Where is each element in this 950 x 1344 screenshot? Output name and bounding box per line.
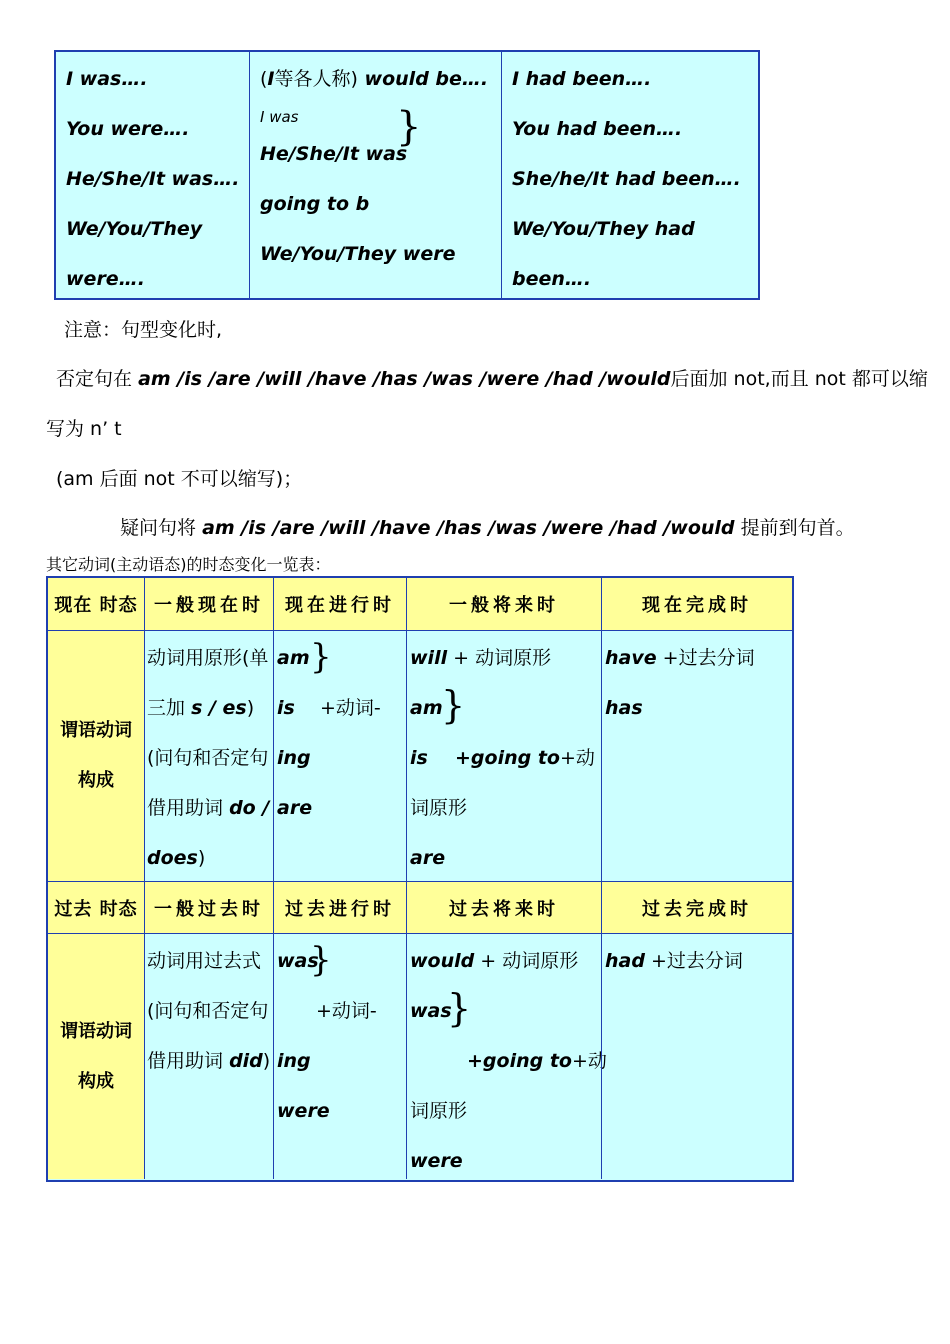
curly-brace: } [310,940,332,980]
table-line: going to b [260,193,370,215]
table-line: We/You/They [66,218,203,240]
cell-line: was [277,950,319,972]
cell-line: +动词- [316,1000,377,1022]
curly-brace: } [447,986,472,1030]
cell-line: would + 动词原形 [410,950,579,972]
header-cell: 现在完成时 [601,578,792,630]
table-line: (I等各人称) would be…. [260,68,489,90]
simple-past-cell [144,934,273,1179]
present-body-row [48,630,792,881]
cell-line: +going to+动 [467,1050,607,1072]
past-be-column [56,52,249,298]
negation-rule-cont: 写为 n’ t [46,418,122,440]
past-future-cell [406,934,607,1179]
note-title: 注意：句型变化时, [64,319,223,341]
row-label-line: 谓语动词 [60,1020,132,1042]
question-rule: 疑问句将 am /is /are /will /have /has /was /were /had /would 提前到句首。 [120,517,855,539]
table-line: You were…. [66,118,190,140]
header-cell: 现在 时态 [48,578,144,630]
table-line: We/You/They were [260,243,456,265]
simple-present-cell [144,631,273,881]
cell-line: is [277,697,295,719]
row-label [48,631,144,881]
table-line: He/She/It was [260,143,408,165]
past-progressive-cell [273,934,406,1179]
cell-line: am [410,697,443,719]
cell-line: (问句和否定句 [147,1000,269,1022]
curly-brace: } [310,637,332,677]
cell-line: will + 动词原形 [410,647,552,669]
row-label-line: 构成 [78,770,114,791]
table-line: We/You/They had [512,218,695,240]
cell-line: 借用助词 did) [147,1050,271,1072]
tense-overview-table [46,576,794,1182]
cell-line: 动词用原形(单 [147,647,269,669]
cell-line: +动词- [320,697,381,719]
negation-rule: 否定句在 am /is /are /will /have /has /was /were /had /would后面加 not,而且 not 都可以缩 [56,368,928,390]
cell-line: was [410,1000,452,1022]
simple-future-cell [406,631,601,881]
pronoun-forms-table [54,50,760,300]
header-cell: 过去进行时 [273,882,406,933]
cell-line: 词原形 [410,1100,468,1122]
cell-line: am [277,647,310,669]
cell-line: ing [277,1050,311,1072]
past-perfect-cell [601,934,792,1179]
cell-line: +going to+动 [455,747,595,769]
cell-line: is [410,747,428,769]
curly-brace: } [441,683,466,727]
cell-line: are [277,797,313,819]
cell-line: 三加 s / es) [147,697,255,719]
cell-line: were [410,1150,463,1172]
header-cell: 现在进行时 [273,578,406,630]
cell-line: are [410,847,446,869]
row-label-line: 构成 [78,1070,114,1092]
cell-line: does) [147,847,206,869]
past-body-row [48,933,792,1179]
table-line: I had been…. [512,68,652,90]
present-progressive-cell [273,631,406,881]
row-label-line: 谓语动词 [60,720,132,741]
past-perfect-be-column [501,52,758,298]
cell-line: 词原形 [410,797,468,819]
present-header-row [48,578,792,630]
table-caption: 其它动词(主动语态)的时态变化一览表： [46,555,331,574]
curly-brace: } [396,104,422,150]
table-line: I was [260,108,299,126]
cell-line: 借用助词 do / [147,797,270,819]
header-cell: 一般过去时 [144,882,273,933]
cell-line: 动词用过去式 [147,950,262,972]
cell-line: have +过去分词 [605,647,755,669]
past-header-row [48,881,792,933]
header-cell: 一般将来时 [406,578,601,630]
present-perfect-cell [601,631,792,881]
header-cell: 过去将来时 [406,882,601,933]
table-line: I was…. [66,68,148,90]
future-in-past-column [249,52,501,298]
table-line: been…. [512,268,592,290]
negation-exception: (am 后面 not 不可以缩写)； [56,468,303,490]
table-line: He/She/It was…. [66,168,240,190]
cell-line: has [605,697,643,719]
cell-line: ing [277,747,311,769]
table-line: You had been…. [512,118,683,140]
header-cell: 过去 时态 [48,882,144,933]
table-line: were…. [66,268,145,290]
table-line: She/he/It had been…. [512,168,741,190]
header-cell: 过去完成时 [601,882,792,933]
cell-line: had +过去分词 [605,950,743,972]
row-label [48,934,144,1179]
cell-line: were [277,1100,330,1122]
cell-line: (问句和否定句 [147,747,269,769]
header-cell: 一般现在时 [144,578,273,630]
